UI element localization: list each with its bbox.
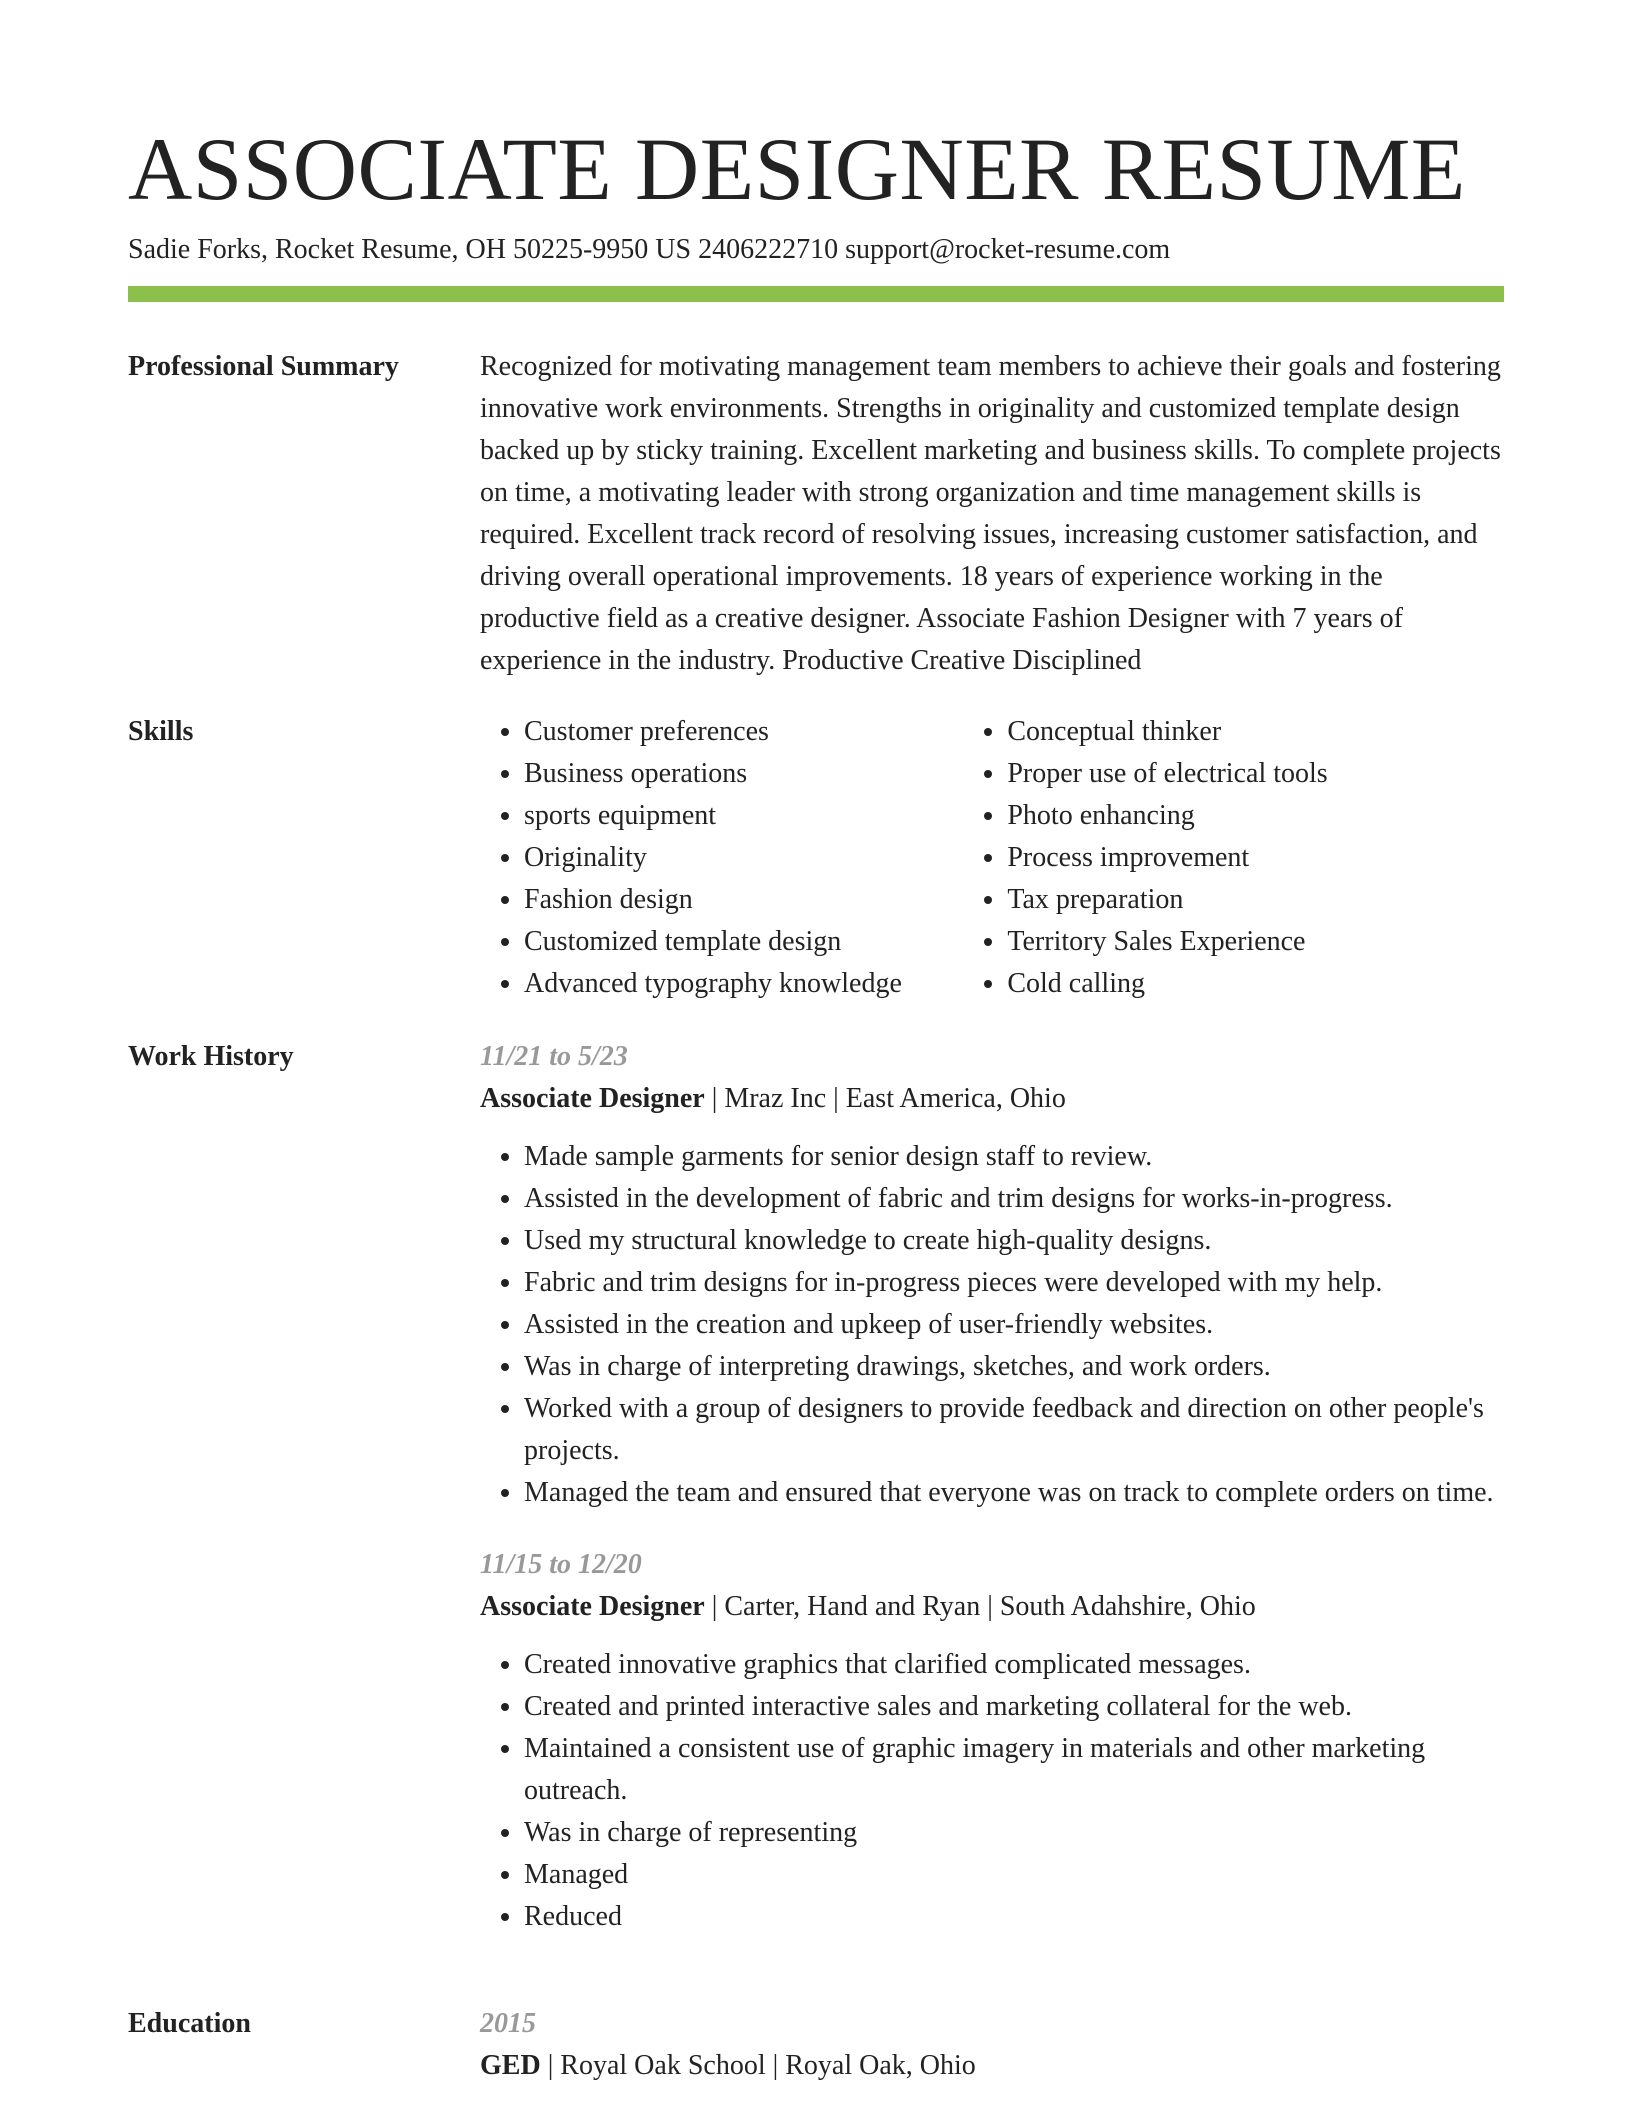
summary-content bbox=[480, 346, 1504, 682]
job-entry bbox=[480, 1036, 1504, 1514]
job-bullet: • Fabric and trim designs for in-progress pieces were developed with my help. bbox=[524, 1262, 1504, 1304]
job-title: Associate Designer bbox=[480, 1083, 705, 1114]
skill-item: • Advanced typography knowledge bbox=[524, 963, 963, 1005]
skill-item: • Business operations bbox=[524, 753, 963, 795]
job-bullet: • Created innovative graphics that clarified complicated messages. bbox=[524, 1644, 1504, 1686]
education-details: | Royal Oak School | Royal Oak, Ohio bbox=[540, 2050, 976, 2081]
skill-item: • Proper use of electrical tools bbox=[1007, 753, 1504, 795]
skill-item: • Originality bbox=[524, 837, 963, 879]
job-bullet: • Was in charge of interpreting drawings, sketches, and work orders. bbox=[524, 1346, 1504, 1388]
job-entry bbox=[480, 1544, 1504, 1938]
work-history-content bbox=[480, 1036, 1504, 1938]
skills-column-1 bbox=[480, 711, 963, 1005]
education-label: Education bbox=[128, 2008, 251, 2039]
skill-item: • Photo enhancing bbox=[1007, 795, 1504, 837]
job-details: | Carter, Hand and Ryan | South Adahshire, Ohio bbox=[704, 1591, 1256, 1622]
education-content bbox=[480, 2003, 1504, 2087]
job-bullet: • Maintained a consistent use of graphic imagery in materials and other marketing outreach. bbox=[524, 1728, 1504, 1812]
summary-text: Recognized for motivating management team members to achieve their goals and fostering innovative work environments. Strengths in originality and customized template design backed up by sticky training. Excellent marketing and business skills. To complete projects on time, a motivating leader with strong organization and time management skills is required. Excellent track record of resolving issues, increasing customer satisfaction, and driving overall operational improvements. 18 years of experience working in the productive field as a creative designer. Associate Fashion Designer with 7 years of experience in the industry. Productive Creative Disciplined bbox=[480, 351, 1501, 676]
job-bullets bbox=[480, 1136, 1504, 1514]
skills-label: Skills bbox=[128, 716, 194, 747]
skill-item: • Customized template design bbox=[524, 921, 963, 963]
job-heading bbox=[480, 1586, 1504, 1628]
job-heading bbox=[480, 1078, 1504, 1120]
job-bullets bbox=[480, 1644, 1504, 1938]
job-bullet: • Assisted in the development of fabric and trim designs for works-in-progress. bbox=[524, 1178, 1504, 1220]
contact-line: Sadie Forks, Rocket Resume, OH 50225-9950 US 2406222710 support@rocket-resume.com bbox=[128, 234, 1171, 265]
skills-content bbox=[480, 711, 1504, 1005]
job-bullet: • Used my structural knowledge to create high-quality designs. bbox=[524, 1220, 1504, 1262]
job-bullet: • Created and printed interactive sales and marketing collateral for the web. bbox=[524, 1686, 1504, 1728]
education-degree: GED bbox=[480, 2050, 541, 2081]
skill-item: • Territory Sales Experience bbox=[1007, 921, 1504, 963]
skill-item: • Cold calling bbox=[1007, 963, 1504, 1005]
job-dates: 11/21 to 5/23 bbox=[480, 1041, 628, 1072]
job-bullet: • Made sample garments for senior design staff to review. bbox=[524, 1136, 1504, 1178]
skill-item: • Fashion design bbox=[524, 879, 963, 921]
skill-item: • Process improvement bbox=[1007, 837, 1504, 879]
job-bullet: • Worked with a group of designers to provide feedback and direction on other people's projects. bbox=[524, 1388, 1504, 1472]
job-bullet: • Managed bbox=[524, 1854, 1504, 1896]
skill-item: • Customer preferences bbox=[524, 711, 963, 753]
skills-column-2 bbox=[963, 711, 1504, 1005]
education-heading bbox=[480, 2045, 1504, 2087]
job-bullet: • Assisted in the creation and upkeep of user-friendly websites. bbox=[524, 1304, 1504, 1346]
accent-divider bbox=[128, 286, 1504, 302]
job-details: | Mraz Inc | East America, Ohio bbox=[704, 1083, 1066, 1114]
summary-label: Professional Summary bbox=[128, 351, 399, 382]
job-title: Associate Designer bbox=[480, 1591, 705, 1622]
job-bullet: • Was in charge of representing bbox=[524, 1812, 1504, 1854]
education-dates: 2015 bbox=[480, 2008, 536, 2039]
skill-item: • Conceptual thinker bbox=[1007, 711, 1504, 753]
skill-item: • sports equipment bbox=[524, 795, 963, 837]
job-bullet: • Reduced bbox=[524, 1896, 1504, 1938]
job-dates: 11/15 to 12/20 bbox=[480, 1549, 642, 1580]
skill-item: • Tax preparation bbox=[1007, 879, 1504, 921]
resume-title: ASSOCIATE DESIGNER RESUME bbox=[128, 121, 1466, 219]
job-bullet: • Managed the team and ensured that everyone was on track to complete orders on time. bbox=[524, 1472, 1504, 1514]
work-history-label: Work History bbox=[128, 1041, 294, 1072]
